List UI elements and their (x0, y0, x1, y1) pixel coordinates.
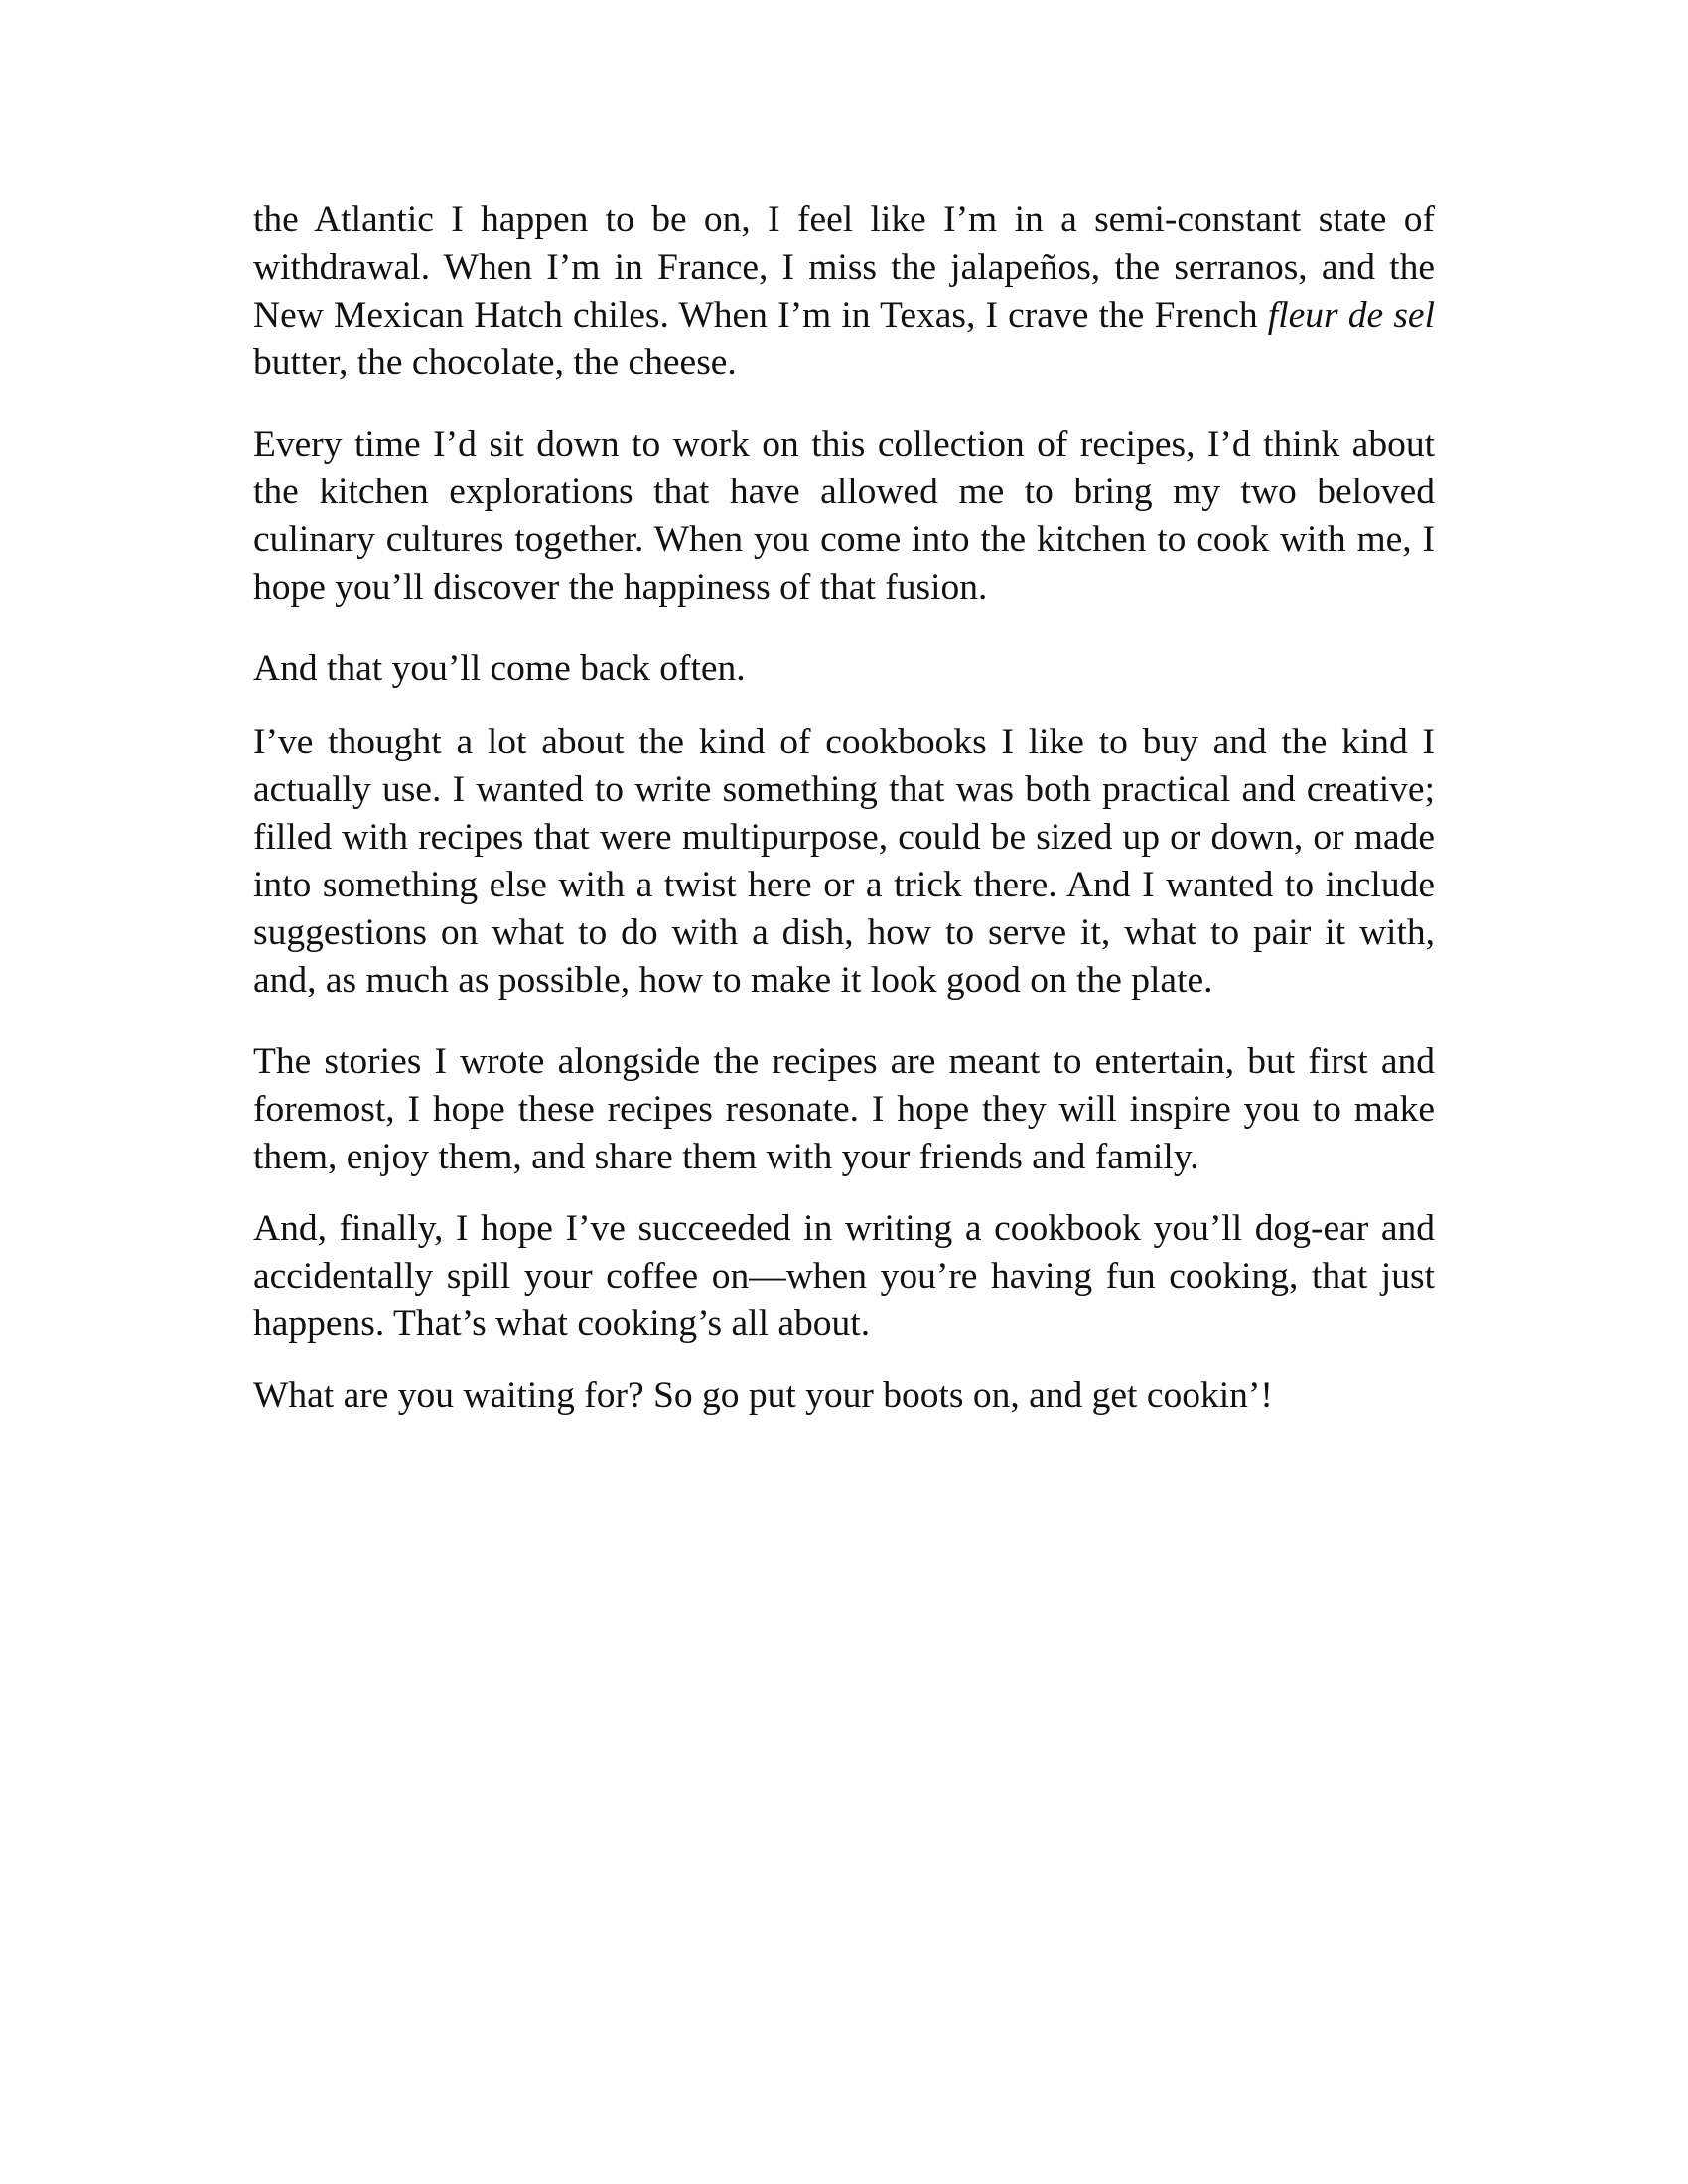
document-page (253, 197, 1435, 1420)
paragraph-closing: What are you waiting for? So go put your boots on, and get cookin’! (253, 1375, 1273, 1416)
paragraph-collection: Every time I’d sit down to work on this collection of recipes, I’d think about the kitchen explorations that have allowed me to bring my two beloved culinary cultures together. When you come into the kitchen to cook with me, I hope you’ll discover the happiness of that fusion. (253, 424, 1435, 608)
paragraph-stories: The stories I wrote alongside the recipes are meant to entertain, but first and foremost, I hope these recipes resonate. I hope they will inspire you to make them, enjoy them, and share them with your friends and family. (253, 1041, 1435, 1177)
paragraph-finally: And, finally, I hope I’ve succeeded in writing a cookbook you’ll dog-ear and accidentally spill your coffee on—when you’re having fun cooking, that just happens. That’s what cooking’s all about. (253, 1208, 1435, 1344)
paragraph-atlantic-text: the Atlantic I happen to be on, I feel like I’m in a semi-constant state of withdrawal. When I’m in France, I miss the jalapeños, the serranos, and the New Mexican Hatch chiles. When I’m in Texas, I crave the French (253, 200, 1435, 336)
paragraph-atlantic (253, 197, 1435, 387)
paragraph-cookbooks: I’ve thought a lot about the kind of cookbooks I like to buy and the kind I actually use. I wanted to write something that was both practical and creative; filled with recipes that were multipurpose, could be sized up or down, or made into something else with a twist here or a trick there. And I wanted to include suggestions on what to do with a dish, how to serve it, what to pair it with, and, as much as possible, how to make it look good on the plate. (253, 722, 1435, 1001)
paragraph-come-back: And that you’ll come back often. (253, 648, 746, 689)
italic-phrase: fleur de sel (1267, 295, 1435, 336)
paragraph-atlantic-end: butter, the chocolate, the cheese. (253, 342, 737, 383)
